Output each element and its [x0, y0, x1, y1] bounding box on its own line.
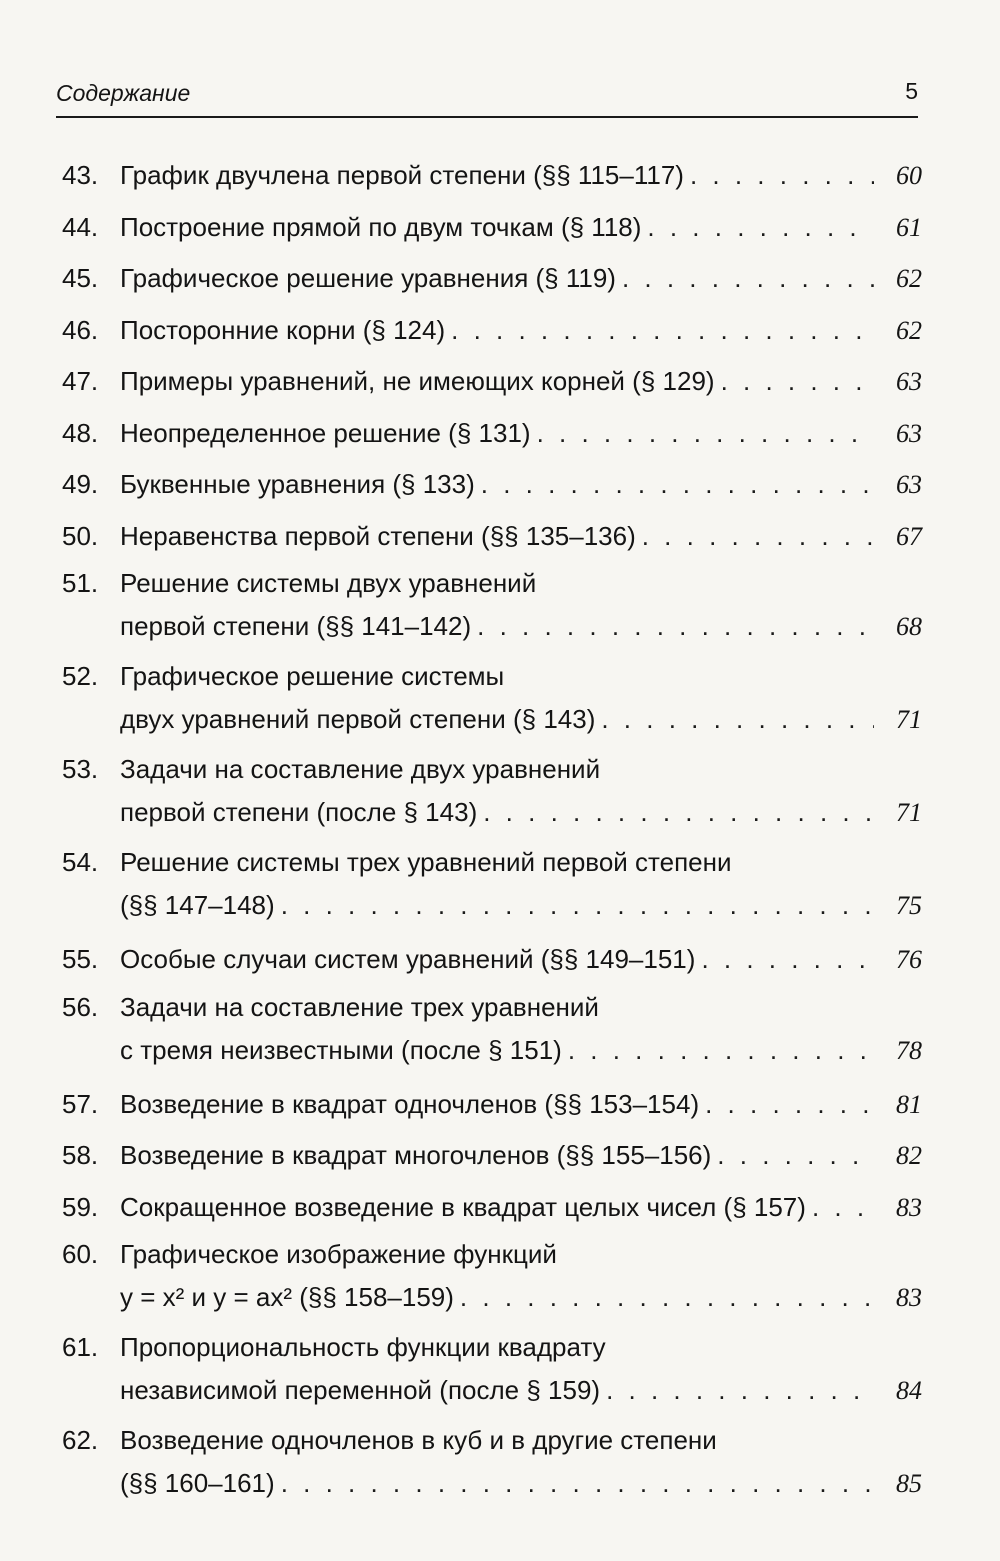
toc-entry-title: Особые случаи систем уравнений (§§ 149–151) — [120, 944, 696, 974]
dot-leader — [812, 1182, 874, 1234]
toc-entry — [62, 511, 922, 563]
toc-entry-number: 51. — [62, 568, 99, 598]
toc-entry-title: Решение системы двух уравнений — [120, 568, 537, 598]
toc-entry-number: 53. — [62, 754, 99, 784]
toc-entry-page: 84 — [896, 1376, 922, 1405]
toc-entry-title: Возведение одночленов в куб и в другие степени — [120, 1425, 717, 1455]
toc-entry — [62, 1326, 922, 1415]
toc-entry-number: 57. — [62, 1088, 99, 1119]
toc-entry-line — [62, 1326, 922, 1369]
toc-entry-line — [62, 1079, 922, 1131]
toc-entry-line — [62, 150, 922, 202]
toc-entry — [62, 408, 922, 460]
toc-entry-line — [62, 1130, 922, 1182]
toc-entry-title: Посторонние корни (§ 124) — [120, 314, 446, 345]
toc-entry-line — [62, 655, 922, 698]
toc-entry-number: 46. — [62, 314, 99, 345]
toc-entry-line — [62, 253, 922, 305]
toc-entry-page: 76 — [896, 945, 922, 974]
toc-entry-line — [62, 356, 922, 408]
toc-entry — [62, 1079, 922, 1131]
toc-entry-title: двух уравнений первой степени (§ 143) — [120, 704, 596, 734]
toc-entry-line — [62, 459, 922, 511]
toc-entry-page: 68 — [896, 612, 922, 641]
toc-entry-number: 56. — [62, 991, 99, 1022]
toc-entry — [62, 459, 922, 511]
toc-entry — [62, 1130, 922, 1182]
dot-leader — [460, 1276, 874, 1319]
toc-entry-line — [62, 1029, 922, 1075]
toc-entry-title: y = x² и y = ax² (§§ 158–159) — [120, 1282, 454, 1312]
toc-entry-line — [62, 202, 922, 254]
toc-entry-title: Буквенные уравнения (§ 133) — [120, 469, 475, 499]
toc-list — [62, 150, 922, 1512]
toc-entry-number: 61. — [62, 1332, 99, 1362]
toc-entry-line — [62, 1182, 922, 1234]
toc-entry-title: Графическое изображение функций — [120, 1239, 557, 1269]
toc-entry-line — [62, 1276, 922, 1322]
toc-entry-page: 78 — [896, 1035, 922, 1065]
dot-leader — [481, 459, 874, 511]
toc-entry-title: Задачи на составление трех уравнений — [120, 991, 599, 1022]
toc-entry — [62, 562, 922, 651]
toc-entry-number: 47. — [62, 366, 99, 396]
toc-entry — [62, 356, 922, 408]
toc-entry-title: Задачи на составление двух уравнений — [120, 754, 601, 784]
dot-leader — [477, 605, 874, 648]
toc-entry-title: Возведение в квадрат многочленов (§§ 155–156) — [120, 1140, 712, 1170]
toc-entry — [62, 986, 922, 1075]
toc-entry-number: 52. — [62, 661, 99, 691]
toc-entry-title: Графическое решение уравнения (§ 119) — [120, 263, 616, 293]
toc-entry-line — [62, 841, 922, 884]
toc-entry-page: 63 — [896, 367, 922, 396]
toc-entry-title: Графическое решение системы — [120, 661, 505, 691]
toc-entry-number: 59. — [62, 1191, 99, 1222]
dot-leader — [537, 408, 874, 460]
toc-entry-title: с тремя неизвестными (после § 151) — [120, 1034, 562, 1065]
toc-entry-line — [62, 562, 922, 605]
toc-entry — [62, 934, 922, 986]
toc-entry — [62, 1419, 922, 1508]
toc-entry-title: (§§ 147–148) — [120, 890, 275, 920]
toc-entry-page: 82 — [896, 1141, 922, 1170]
toc-entry-title: первой степени (после § 143) — [120, 797, 478, 827]
toc-entry-title: График двучлена первой степени (§§ 115–117) — [120, 160, 684, 190]
toc-entry-page: 63 — [896, 418, 922, 448]
dot-leader — [606, 1369, 874, 1412]
toc-entry-page: 81 — [896, 1089, 922, 1119]
dot-leader — [622, 253, 874, 305]
toc-entry-number: 45. — [62, 263, 99, 293]
dot-leader — [281, 884, 874, 927]
toc-entry-number: 58. — [62, 1140, 99, 1170]
toc-entry — [62, 841, 922, 930]
toc-entry-title: первой степени (§§ 141–142) — [120, 611, 472, 641]
toc-entry-line — [62, 511, 922, 563]
toc-entry-title: Сокращенное возведение в квадрат целых чисел (§ 157) — [120, 1191, 806, 1222]
toc-entry-line — [62, 934, 922, 986]
toc-entry-page: 61 — [896, 212, 922, 242]
toc-entry-line — [62, 698, 922, 744]
toc-entry-page: 67 — [896, 521, 922, 551]
toc-entry-line — [62, 305, 922, 357]
toc-entry-page: 62 — [896, 315, 922, 345]
toc-entry-page: 62 — [896, 264, 922, 293]
toc-entry-number: 60. — [62, 1239, 99, 1269]
toc-entry-line — [62, 791, 922, 837]
toc-entry-line — [62, 1419, 922, 1462]
toc-entry-page: 63 — [896, 470, 922, 499]
toc-entry-number: 50. — [62, 520, 99, 551]
toc-entry-title: Примеры уравнений, не имеющих корней (§ 129) — [120, 366, 715, 396]
toc-entry-line — [62, 1233, 922, 1276]
header-page-number: 5 — [905, 78, 918, 104]
toc-entry-number: 55. — [62, 944, 99, 974]
toc-entry-title: Неопределенное решение (§ 131) — [120, 417, 531, 448]
dot-leader — [701, 934, 874, 986]
toc-entry-line — [62, 884, 922, 930]
toc-entry — [62, 1233, 922, 1322]
dot-leader — [647, 202, 874, 254]
toc-entry-number: 43. — [62, 160, 99, 190]
dot-leader — [601, 698, 874, 741]
dot-leader — [568, 1029, 874, 1072]
toc-entry-line — [62, 605, 922, 651]
toc-entry-number: 62. — [62, 1425, 99, 1455]
toc-entry-page: 60 — [896, 161, 922, 190]
toc-entry-line — [62, 408, 922, 460]
toc-entry-number: 48. — [62, 417, 99, 448]
toc-entry-page: 71 — [896, 705, 922, 734]
toc-entry — [62, 1182, 922, 1234]
running-header — [56, 78, 918, 118]
toc-entry-page: 85 — [896, 1469, 922, 1498]
toc-entry-page: 71 — [896, 798, 922, 827]
dot-leader — [483, 791, 874, 834]
toc-entry-page: 83 — [896, 1283, 922, 1312]
toc-entry-page: 83 — [896, 1192, 922, 1222]
toc-entry-title: Построение прямой по двум точкам (§ 118) — [120, 211, 642, 242]
toc-entry-number: 49. — [62, 469, 99, 499]
toc-entry-line — [62, 986, 922, 1029]
toc-entry — [62, 748, 922, 837]
toc-entry-title: Пропорциональность функции квадрату — [120, 1332, 606, 1362]
toc-entry-title: Возведение в квадрат одночленов (§§ 153–154) — [120, 1088, 700, 1119]
toc-entry-page: 75 — [896, 891, 922, 920]
toc-entry-number: 44. — [62, 211, 99, 242]
dot-leader — [721, 356, 874, 408]
toc-entry-title: Решение системы трех уравнений первой степени — [120, 847, 732, 877]
toc-entry — [62, 305, 922, 357]
toc-entry-line — [62, 1369, 922, 1415]
toc-entry-line — [62, 1462, 922, 1508]
toc-entry-line — [62, 748, 922, 791]
toc-entry — [62, 150, 922, 202]
toc-entry-number: 54. — [62, 847, 99, 877]
dot-leader — [705, 1079, 874, 1131]
toc-entry-title: (§§ 160–161) — [120, 1468, 275, 1498]
dot-leader — [451, 305, 874, 357]
toc-entry-title: Неравенства первой степени (§§ 135–136) — [120, 520, 636, 551]
toc-entry — [62, 655, 922, 744]
toc-entry — [62, 253, 922, 305]
toc-entry — [62, 202, 922, 254]
dot-leader — [717, 1130, 874, 1182]
toc-entry-title: независимой переменной (после § 159) — [120, 1375, 601, 1405]
dot-leader — [642, 511, 874, 563]
dot-leader — [281, 1462, 874, 1505]
dot-leader — [690, 150, 874, 202]
header-title: Содержание — [56, 80, 191, 106]
